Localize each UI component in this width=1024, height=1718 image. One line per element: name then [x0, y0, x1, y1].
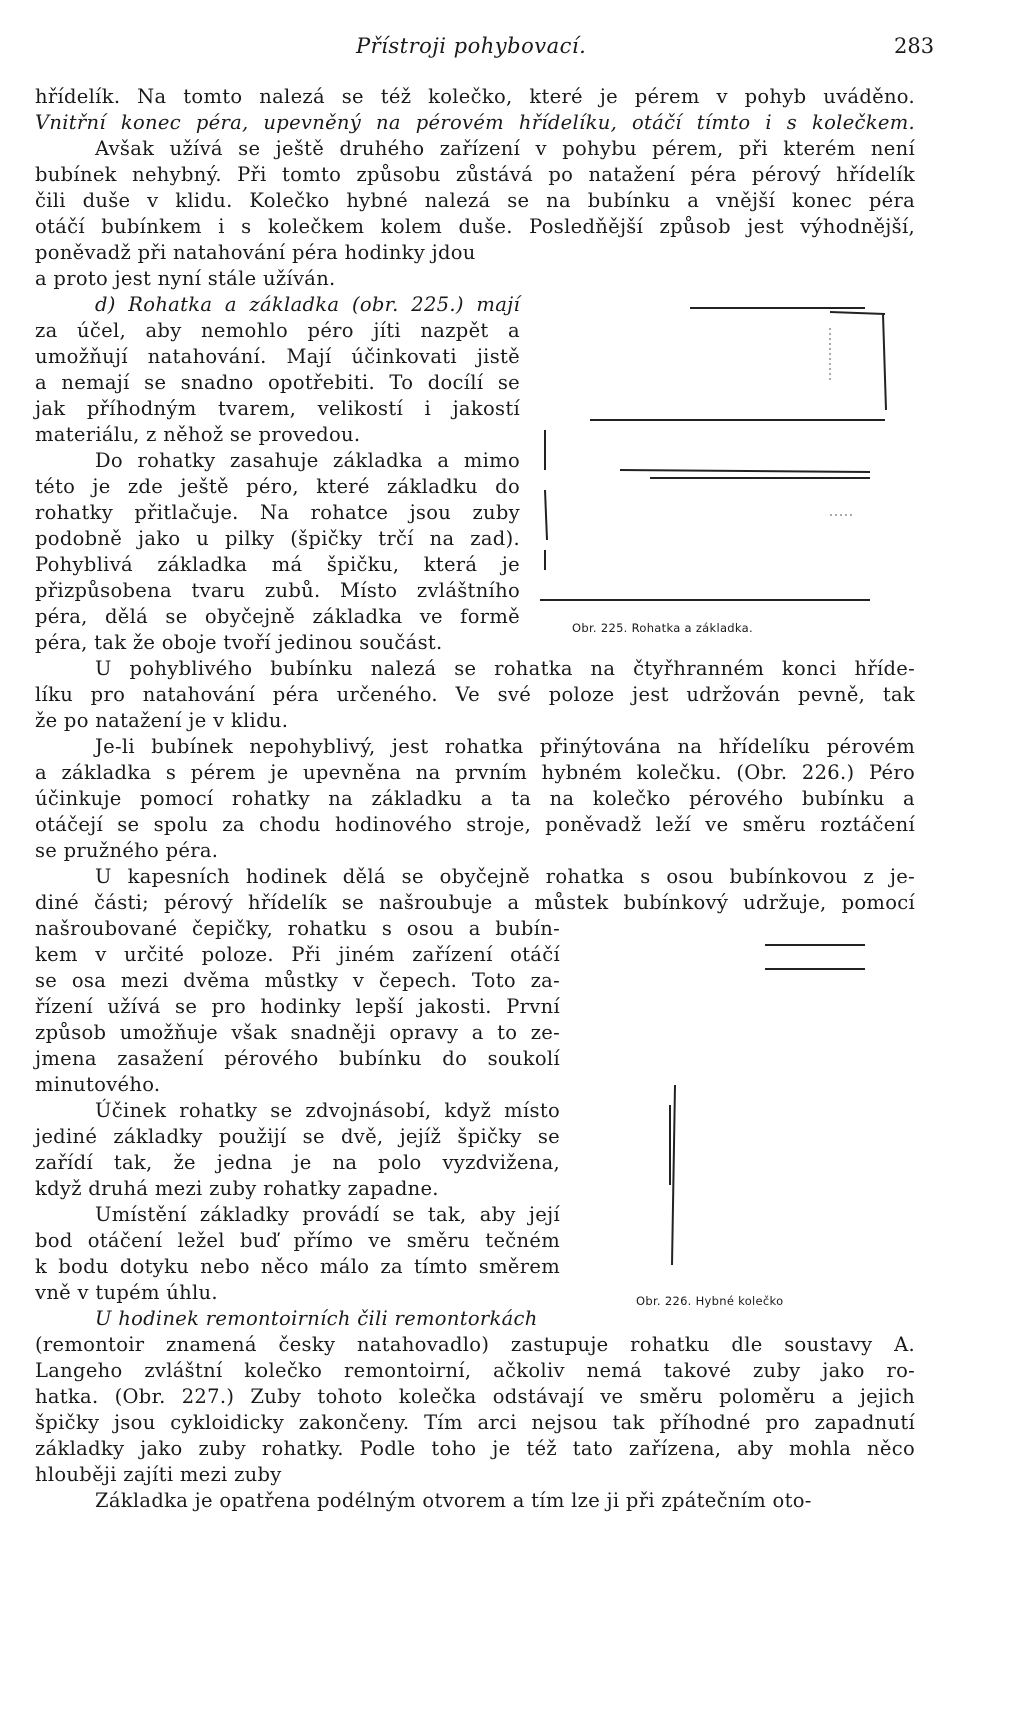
text-line: Langeho zvláštní kolečko remontoirní, ačkoliv nemá takové zuby jako ro- — [35, 1359, 915, 1382]
text-line: jediné základky použijí se dvě, jejíž špičky se — [35, 1125, 560, 1148]
text-line: a proto jest nyní stále užíván. — [35, 267, 336, 290]
text-line: umožňují natahování. Mají účinkovati jistě — [35, 345, 520, 368]
text-line: našroubované čepičky, rohatku s osou a bubín- — [35, 917, 560, 940]
text-line: špičky jsou cykloidicky zakončeny. Tím arci nejsou tak příhodné pro zapadnutí — [35, 1411, 915, 1434]
text-line: líku pro natahování péra určeného. Ve své poloze jest udržován pevně, tak — [35, 683, 915, 706]
text-line: řízení užívá se pro hodinky lepší jakosti. První — [35, 995, 560, 1018]
text-line: podobně jako u pilky (špičky trčí na zad). — [35, 527, 520, 550]
text-line: hlouběji zajíti mezi zuby — [35, 1463, 282, 1486]
text-line: Účinek rohatky se zdvojnásobí, když místo — [95, 1099, 560, 1122]
text-line: hřídelík. Na tomto nalezá se též kolečko, které je pérem v pohyb uváděno. — [35, 85, 915, 108]
text-line: péra, dělá se obyčejně základka ve formě — [35, 605, 520, 628]
text-line: rohatky přitlačuje. Na rohatce jsou zuby — [35, 501, 520, 524]
section-heading-line: U hodinek remontoirních čili remontorkách — [95, 1307, 538, 1330]
text-line: této je zde ještě péro, které základku do — [35, 475, 520, 498]
text-line: se osa mezi dvěma můstky v čepech. Toto za- — [35, 969, 560, 992]
text-line: se pružného péra. — [35, 839, 219, 862]
section-heading-line: d) Rohatka a základka (obr. 225.) mají — [95, 293, 520, 316]
text-line: že po natažení je v klidu. — [35, 709, 289, 732]
figure-225-ratchet — [530, 300, 910, 620]
text-line: když druhá mezi zuby rohatky zapadne. — [35, 1177, 439, 1200]
text-line: hatka. (Obr. 227.) Zuby tohoto kolečka odstávají ve směru poloměru a jejich — [35, 1385, 915, 1408]
text-line: a základka s pérem je upevněna na prvním hybném kolečku. (Obr. 226.) Péro — [35, 761, 915, 784]
text-line: k bodu dotyku nebo něco málo za tímto směrem — [35, 1255, 560, 1278]
text-line: vně v tupém úhlu. — [35, 1281, 218, 1304]
page-header — [0, 34, 1024, 64]
text-line: zařídí tak, že jedna je na polo vyzdvižena, — [35, 1151, 560, 1174]
text-line: Je-li bubínek nepohyblivý, jest rohatka přinýtována na hřídelíku pérovém — [95, 735, 915, 758]
text-line: Avšak užívá se ještě druhého zařízení v pohybu pérem, při kterém není — [95, 137, 915, 160]
text-line: jak příhodným tvarem, velikostí i jakostí — [35, 397, 520, 420]
text-line: bod otáčení ležel buď přímo ve směru tečném — [35, 1229, 560, 1252]
figure-226-caption: Obr. 226. Hybné kolečko — [636, 1294, 784, 1308]
text-line: způsob umožňuje však snadněji opravy a to ze- — [35, 1021, 560, 1044]
text-line: Základka je opatřena podélným otvorem a tím lze ji při zpátečním oto- — [95, 1489, 812, 1512]
text-line: přizpůsobena tvaru zubů. Místo zvláštního — [35, 579, 520, 602]
text-line: poněvadž při natahování péra hodinky jdou — [35, 241, 476, 264]
text-line: účinkuje pomocí rohatky na základku a ta na kolečko pérového bubínku a — [35, 787, 915, 810]
text-line: (remontoir znamená česky natahovadlo) zastupuje rohatku dle soustavy A. — [35, 1333, 915, 1356]
text-line: péra, tak že oboje tvoří jedinou součást. — [35, 631, 443, 654]
running-title: Přístroji pohybovací. — [356, 34, 587, 58]
text-line: Umístění základky provádí se tak, aby její — [95, 1203, 560, 1226]
text-line: základky jako zuby rohatky. Podle toho je též tato zařízena, aby mohla něco — [35, 1437, 915, 1460]
text-line: Do rohatky zasahuje základka a mimo — [95, 449, 520, 472]
text-line: materiálu, z něhož se provedou. — [35, 423, 361, 446]
text-line: otáčejí se spolu za chodu hodinového stroje, poněvadž leží ve směru roztáčení — [35, 813, 915, 836]
page-number: 283 — [894, 34, 935, 58]
text-line: otáčí bubínkem i s kolečkem kolem duše. Posledňější způsob jest výhodnější, — [35, 215, 915, 238]
text-line: U kapesních hodinek dělá se obyčejně rohatka s osou bubínkovou z je- — [95, 865, 915, 888]
text-line: a nemají se snadno opotřebiti. To docílí se — [35, 371, 520, 394]
text-line: za účel, aby nemohlo péro jíti nazpět a — [35, 319, 520, 342]
figure-225-caption: Obr. 225. Rohatka a základka. — [572, 621, 753, 635]
text-line: kem v určité poloze. Při jiném zařízení otáčí — [35, 943, 560, 966]
text-line: čili duše v klidu. Kolečko hybné nalezá se na bubínku a vnější konec péra — [35, 189, 915, 212]
figure-226-wheel — [590, 935, 920, 1280]
text-line: U pohyblivého bubínku nalezá se rohatka na čtyřhranném konci hříde- — [95, 657, 915, 680]
text-line: bubínek nehybný. Při tomto způsobu zůstává po natažení péra pérový hřídelík — [35, 163, 915, 186]
text-line: diné části; pérový hřídelík se našroubuje a můstek bubínkový udržuje, pomocí — [35, 891, 915, 914]
text-line: Vnitřní konec péra, upevněný na pérovém hřídelíku, otáčí tímto i s kolečkem. — [35, 111, 915, 134]
text-line: Pohyblivá základka má špičku, která je — [35, 553, 520, 576]
text-line: minutového. — [35, 1073, 161, 1096]
text-line: jmena zasažení pérového bubínku do soukolí — [35, 1047, 560, 1070]
